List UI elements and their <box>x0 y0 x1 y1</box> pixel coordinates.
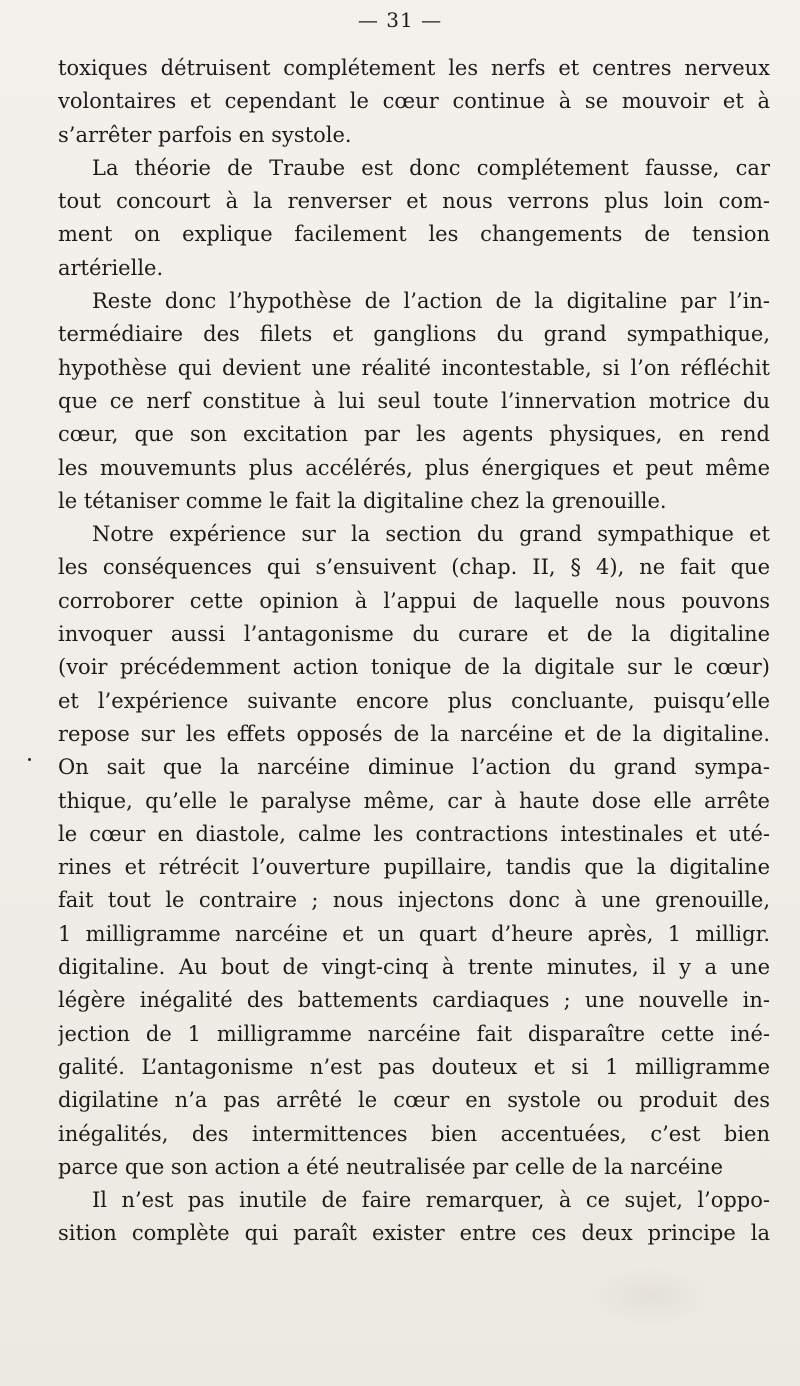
text-line: artérielle. <box>58 255 164 280</box>
text-line: cœur, que son excitation par les agents physiques, en rend <box>58 422 770 447</box>
text-line: On sait que la narcéine diminue l’action du grand sympa- <box>58 755 770 780</box>
text-line: le cœur en diastole, calme les contractions intestinales et uté- <box>58 821 770 846</box>
text-line: que ce nerf constitue à lui seul toute l’innervation motrice du <box>58 388 770 413</box>
text-line: jection de 1 milligramme narcéine fait disparaître cette iné- <box>58 1021 770 1046</box>
text-line: légère inégalité des battements cardiaques ; une nouvelle in- <box>58 988 770 1013</box>
text-line: ment on explique facilement les changements de tension <box>58 222 770 247</box>
paper-smudge <box>590 1266 710 1326</box>
text-line: s’arrêter parfois en systole. <box>58 122 352 147</box>
text-line: termédiaire des filets et ganglions du grand sympathique, <box>58 322 770 347</box>
paragraph-start-line: La théorie de Traube est donc complétement fausse, car <box>92 155 770 180</box>
paragraph-start-line: Reste donc l’hypothèse de l’action de la digitaline par l’in- <box>92 289 770 314</box>
text-line: thique, qu’elle le paralyse même, car à haute dose elle arrête <box>58 788 770 813</box>
ink-speck <box>28 758 31 761</box>
page-number: — 31 — <box>357 8 443 32</box>
text-line: repose sur les effets opposés de la narcéine et de la digitaline. <box>58 721 770 746</box>
text-line: volontaires et cependant le cœur continue à se mouvoir et à <box>58 89 770 114</box>
text-line: parce que son action a été neutralisée par celle de la narcéine <box>58 1154 724 1179</box>
text-line: corroborer cette opinion à l’appui de laquelle nous pouvons <box>58 588 770 613</box>
text-line: sition complète qui paraît exister entre ces deux principe la <box>58 1221 770 1246</box>
text-line: digitaline. Au bout de vingt-cinq à trente minutes, il y a une <box>58 955 770 980</box>
text-line: hypothèse qui devient une réalité incontestable, si l’on réfléchit <box>58 355 770 380</box>
text-line: toxiques détruisent complétement les nerfs et centres nerveux <box>58 56 770 80</box>
text-line: tout concourt à la renverser et nous verrons plus loin com- <box>58 189 770 214</box>
paragraph-start-line: Il n’est pas inutile de faire remarquer, à ce sujet, l’oppo- <box>92 1188 770 1213</box>
text-line: les conséquences qui s’ensuivent (chap. II, § 4), ne fait que <box>58 555 770 580</box>
text-line: et l’expérience suivante encore plus concluante, puisqu’elle <box>58 688 770 713</box>
text-line: les mouvemunts plus accélérés, plus énergiques et peut même <box>58 455 770 480</box>
text-line: rines et rétrécit l’ouverture pupillaire, tandis que la digitaline <box>58 855 770 880</box>
text-line: digilatine n’a pas arrêté le cœur en systole ou produit des <box>58 1088 770 1113</box>
text-line: 1 milligramme narcéine et un quart d’heure après, 1 milligr. <box>58 921 770 946</box>
text-line: galité. L’antagonisme n’est pas douteux et si 1 milligramme <box>58 1054 770 1079</box>
paragraph-start-line: Notre expérience sur la section du grand sympathique et <box>92 522 770 547</box>
body-text <box>58 52 770 1251</box>
text-line: fait tout le contraire ; nous injectons donc à une grenouille, <box>58 888 770 913</box>
text-line: invoquer aussi l’antagonisme du curare et de la digitaline <box>58 622 770 647</box>
text-line: (voir précédemment action tonique de la digitale sur le cœur) <box>58 655 770 680</box>
text-line: inégalités, des intermittences bien accentuées, c’est bien <box>58 1121 770 1146</box>
text-line: le tétaniser comme le fait la digitaline chez la grenouille. <box>58 488 667 513</box>
